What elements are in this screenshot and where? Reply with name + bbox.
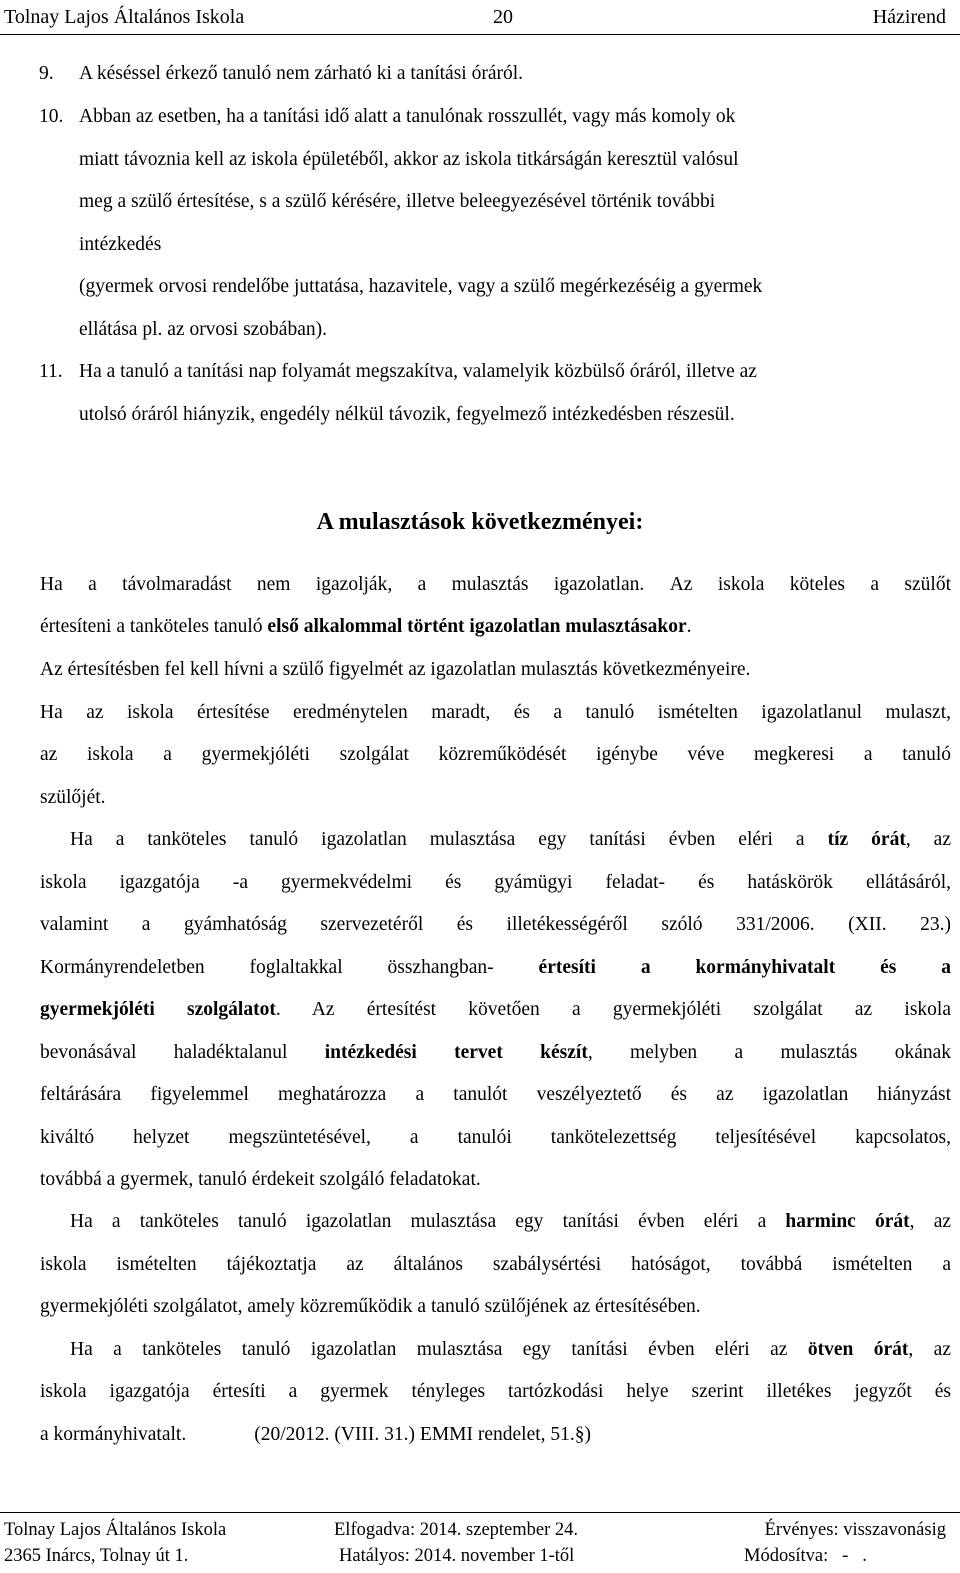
paragraph-line: Ha a tanköteles tanuló igazolatlan mulasztása egy tanítási évben eléri a tíz órát, az — [70, 829, 951, 850]
footer-modified: Módosítva: - . — [744, 1546, 867, 1566]
paragraph-line: gyermekjóléti szolgálatot. Az értesítést követően a gyermekjóléti szolgálat az iskola — [40, 999, 951, 1020]
list-item-text: ellátása pl. az orvosi szobában). — [79, 318, 327, 340]
list-item-9 — [39, 53, 957, 96]
list-item-text: (gyermek orvosi rendelőbe juttatása, hazavitele, vagy a szülő megérkezéséig a gyermek — [79, 276, 763, 297]
footer-effective-date: Hatályos: 2014. november 1-től — [339, 1546, 575, 1566]
paragraph-line: a kormányhivatalt. (20/2012. (VIII. 31.) EMMI rendelet, 51.§) — [40, 1424, 592, 1445]
paragraph-line: bevonásával haladéktalanul intézkedési tervet készít, melyben a mulasztás okának — [40, 1042, 952, 1063]
header-page-number: 20 — [493, 6, 513, 28]
section-heading: A mulasztások következményei: — [316, 509, 644, 535]
paragraph-line: iskola igazgatója értesíti a gyermek tényleges tartózkodási helye szerint illetékes jegyzőt és — [40, 1381, 951, 1402]
footer-validity: Érvényes: visszavonásig — [764, 1520, 946, 1540]
list-item-11 — [39, 351, 957, 436]
page-footer — [0, 1512, 960, 1573]
footer-accepted-date: Elfogadva: 2014. szeptember 24. — [334, 1520, 579, 1540]
list-item-10 — [39, 96, 957, 351]
paragraph-line: iskola ismételten tájékoztatja az általános szabálysértési hatóságot, továbbá ismételten a — [40, 1254, 951, 1275]
list-item-text: Abban az esetben, ha a tanítási idő alatt a tanulónak rosszullét, vagy más komoly ok — [79, 106, 736, 127]
paragraph-line: valamint a gyámhatóság szervezetéről és illetékességéről szóló 331/2006. (XII. 23.) — [40, 914, 951, 935]
paragraph-line: Ha a tanköteles tanuló igazolatlan mulasztása egy tanítási évben eléri a harminc órát, az — [70, 1211, 952, 1232]
paragraph-line: Az értesítésben fel kell hívni a szülő figyelmét az igazolatlan mulasztás következményeire. — [40, 659, 751, 680]
header-document-title: Házirend — [872, 6, 946, 28]
list-item-text: miatt távoznia kell az iskola épületéből, akkor az iskola titkárságán keresztül valósul — [79, 148, 739, 170]
footer-school-name: Tolnay Lajos Általános Iskola — [4, 1520, 227, 1540]
header-school-name: Tolnay Lajos Általános Iskola — [4, 6, 245, 28]
paragraph-line: Ha az iskola értesítése eredménytelen maradt, és a tanuló ismételten igazolatlanul mulaszt, — [40, 702, 951, 723]
list-item-text: utolsó óráról hiányzik, engedély nélkül távozik, fegyelmező intézkedésben részesül. — [79, 403, 735, 425]
paragraph-line: értesíteni a tanköteles tanuló első alkalommal történt igazolatlan mulasztásakor. — [40, 616, 692, 637]
footer-address: 2365 Inárcs, Tolnay út 1. — [4, 1546, 189, 1566]
paragraph-line: Ha a tanköteles tanuló igazolatlan mulasztása egy tanítási évben eléri az ötven órát, az — [70, 1339, 951, 1360]
paragraph-line: gyermekjóléti szolgálatot, amely közreműködik a tanuló szülőjének az értesítésében. — [40, 1296, 701, 1317]
paragraph-line: Kormányrendeletben foglaltakkal összhangban- értesíti a kormányhivatalt és a — [40, 957, 951, 978]
paragraph-line: Ha a távolmaradást nem igazolják, a mulasztás igazolatlan. Az iskola köteles a szülőt — [40, 574, 952, 595]
paragraph-line: feltárására figyelemmel meghatározza a tanulót veszélyeztető és az igazolatlan hiányzást — [40, 1084, 951, 1105]
list-item-number: 9. — [39, 63, 54, 84]
page-header — [0, 0, 960, 35]
paragraph-line: szülőjét. — [40, 787, 106, 808]
list-item-number: 10. — [39, 106, 64, 127]
list-item-text: A késéssel érkező tanuló nem zárható ki a tanítási óráról. — [79, 63, 524, 84]
paragraph-line: iskola igazgatója -a gyermekvédelmi és gyámügyi feladat- és hatáskörök ellátásáról, — [40, 872, 951, 893]
list-item-text: meg a szülő értesítése, s a szülő kérésére, illetve beleegyezésével történik további — [79, 191, 716, 212]
paragraph-line: az iskola a gyermekjóléti szolgálat közreműködését igénybe véve megkeresi a tanuló — [40, 744, 951, 765]
paragraph-line: továbbá a gyermek, tanuló érdekeit szolgáló feladatokat. — [40, 1169, 481, 1190]
list-item-text: Ha a tanuló a tanítási nap folyamát megszakítva, valamelyik közbülső óráról, illetve az — [79, 361, 757, 382]
list-item-number: 11. — [39, 361, 63, 382]
paragraph-line: kiváltó helyzet megszüntetésével, a tanulói tankötelezettség teljesítésével kapcsolatos, — [40, 1127, 951, 1148]
list-item-text: intézkedés — [79, 233, 162, 255]
